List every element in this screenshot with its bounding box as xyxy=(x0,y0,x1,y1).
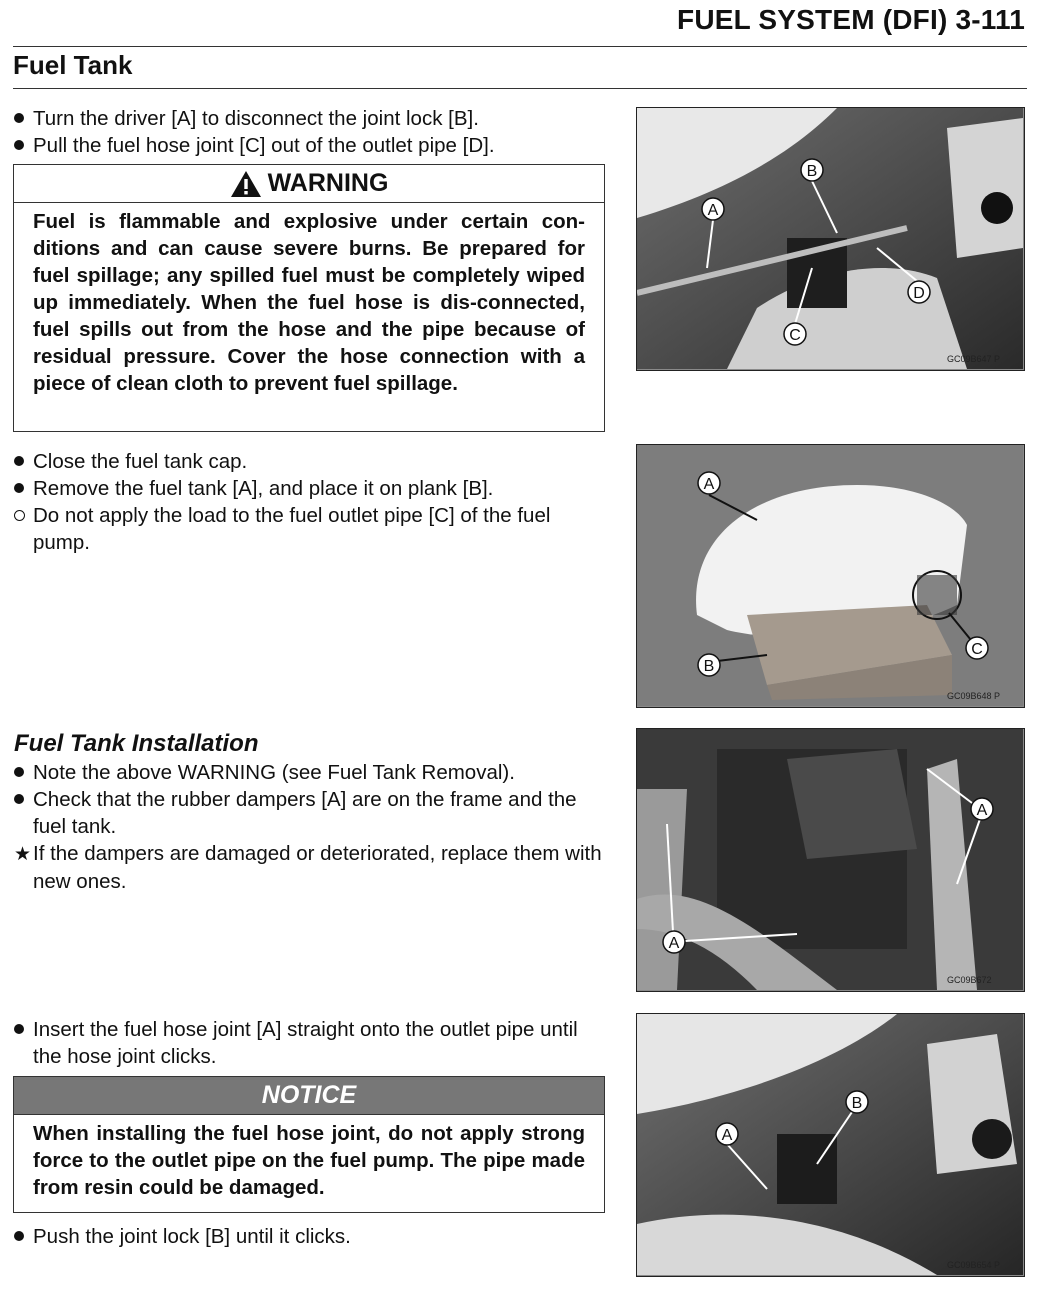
bullet-icon xyxy=(14,759,33,786)
notice-box xyxy=(13,1076,605,1213)
section-title: Fuel Tank xyxy=(13,50,133,80)
photo-code: GC09B672 xyxy=(947,975,992,985)
svg-text:D: D xyxy=(913,285,925,302)
photo-code: GC09B648 P xyxy=(947,691,1001,701)
bullet-icon xyxy=(14,475,33,502)
svg-text:A: A xyxy=(668,935,680,952)
warning-label: WARNING xyxy=(267,169,389,197)
step-note-warning: Note the above WARNING (see Fuel Tank Removal). xyxy=(14,759,606,786)
svg-text:A: A xyxy=(976,802,988,819)
title-rule xyxy=(13,88,1027,89)
photo-hose-install xyxy=(636,1013,1025,1277)
step-pull-hose-joint: Pull the fuel hose joint [C] out of the outlet pipe [D]. xyxy=(14,132,606,159)
star-bullet-icon: ★ xyxy=(14,844,32,865)
warning-header xyxy=(14,165,604,203)
notice-header: NOTICE xyxy=(14,1077,604,1115)
photo-tank-on-plank xyxy=(636,444,1025,708)
svg-text:C: C xyxy=(971,641,983,658)
step-close-cap: Close the fuel tank cap. xyxy=(14,448,606,475)
bullet-icon xyxy=(14,132,33,159)
warning-text: Fuel is flammable and explosive under certain con-ditions and can cause severe burns. Be prepared for fuel spillage; any spilled fuel must be completely wiped up immediately. When the fuel hose is dis-connected, fuel spills out from the hose and the pipe because of residual pressure. Cover the hose connection with a piece of clean cloth to prevent fuel spillage. xyxy=(33,210,585,395)
svg-text:C: C xyxy=(789,327,801,344)
installation-title: Fuel Tank Installation xyxy=(14,730,259,757)
bullet-icon xyxy=(14,1223,33,1250)
step-replace-dampers: ★If the dampers are damaged or deteriorated, replace them with new ones. xyxy=(14,842,602,893)
notice-text: When installing the fuel hose joint, do not apply strong force to the outlet pipe on the fuel pump. The pipe made from resin could be damaged. xyxy=(33,1122,585,1199)
bullet-icon xyxy=(14,786,33,813)
svg-text:A: A xyxy=(721,1127,733,1144)
step-turn-driver: Turn the driver [A] to disconnect the joint lock [B]. xyxy=(14,105,606,132)
photo-code: GC09B647 P xyxy=(947,354,1001,364)
step-remove-tank: Remove the fuel tank [A], and place it on plank [B]. xyxy=(14,475,606,502)
step-do-not-load: Do not apply the load to the fuel outlet pipe [C] of the fuel pump. xyxy=(14,502,606,556)
photo-code: GC09B654 P xyxy=(947,1260,1001,1270)
step-check-dampers: Check that the rubber dampers [A] are on the frame and the fuel tank. xyxy=(14,786,606,840)
page-header: FUEL SYSTEM (DFI) 3-111 xyxy=(677,4,1025,35)
step-insert-hose-joint: Insert the fuel hose joint [A] straight onto the outlet pipe until the hose joint clicks. xyxy=(14,1016,606,1070)
header-rule xyxy=(13,46,1027,47)
svg-text:B: B xyxy=(806,163,818,180)
photo-rubber-dampers xyxy=(636,728,1025,992)
photo-hose-disconnect xyxy=(636,107,1025,371)
step-push-joint-lock: Push the joint lock [B] until it clicks. xyxy=(14,1223,606,1250)
svg-text:B: B xyxy=(703,658,715,675)
bullet-icon xyxy=(14,1016,33,1043)
svg-text:A: A xyxy=(707,202,719,219)
warning-triangle-icon xyxy=(230,170,262,198)
svg-text:B: B xyxy=(851,1095,863,1112)
warning-box xyxy=(13,164,605,432)
bullet-icon xyxy=(14,105,33,132)
svg-text:A: A xyxy=(703,476,715,493)
circle-bullet-icon xyxy=(14,502,33,529)
bullet-icon xyxy=(14,448,33,475)
